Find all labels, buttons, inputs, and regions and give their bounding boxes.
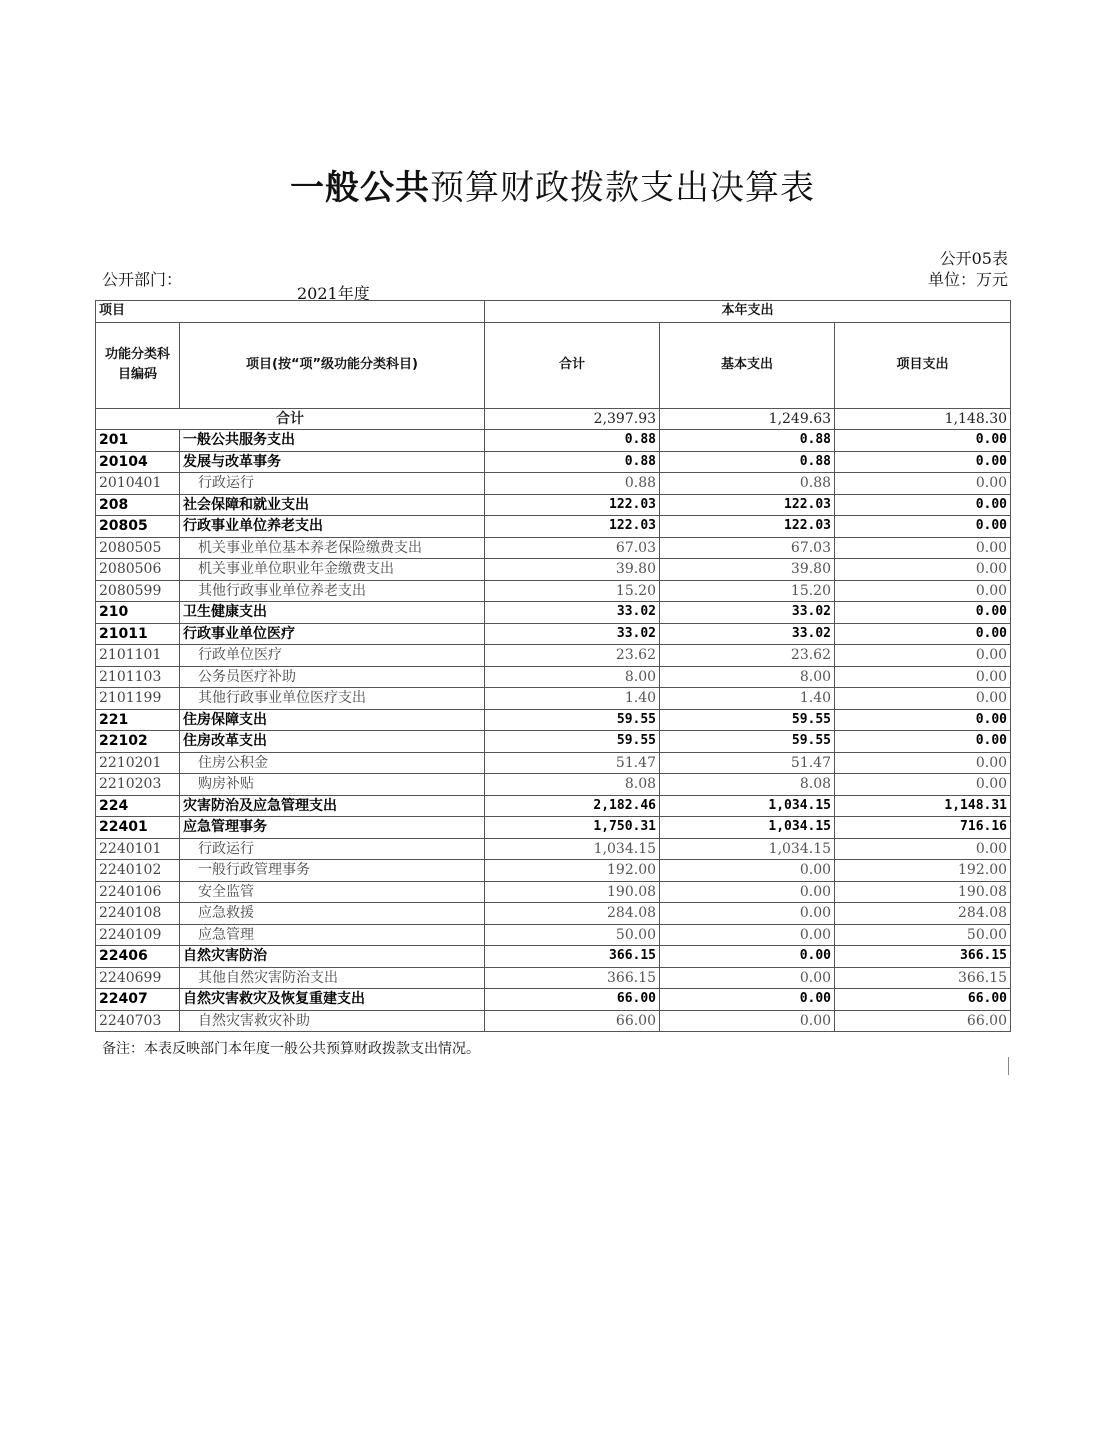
table-row bbox=[96, 967, 1011, 989]
expenditure-table bbox=[95, 300, 1011, 1032]
row-code: 22401 bbox=[96, 817, 180, 839]
row-basic: 0.00 bbox=[660, 989, 835, 1011]
row-basic: 8.00 bbox=[660, 666, 835, 688]
row-basic: 51.47 bbox=[660, 752, 835, 774]
row-code: 2080506 bbox=[96, 559, 180, 581]
row-basic: 23.62 bbox=[660, 645, 835, 667]
row-code: 2240703 bbox=[96, 1010, 180, 1032]
edge-mark bbox=[1008, 1057, 1009, 1075]
row-name: 发展与改革事务 bbox=[180, 451, 485, 473]
row-code: 2101103 bbox=[96, 666, 180, 688]
row-project: 0.00 bbox=[835, 430, 1011, 452]
footnote: 备注：本表反映部门本年度一般公共预算财政拨款支出情况。 bbox=[102, 1041, 480, 1057]
row-code: 2240102 bbox=[96, 860, 180, 882]
table-row bbox=[96, 946, 1011, 968]
row-basic: 0.00 bbox=[660, 860, 835, 882]
total-sum: 2,397.93 bbox=[485, 408, 660, 430]
title-bold-part: 一般公共 bbox=[290, 168, 430, 208]
row-name: 自然灾害救灾及恢复重建支出 bbox=[180, 989, 485, 1011]
row-code: 2240109 bbox=[96, 924, 180, 946]
row-project: 284.08 bbox=[835, 903, 1011, 925]
row-code: 2101199 bbox=[96, 688, 180, 710]
row-project: 0.00 bbox=[835, 709, 1011, 731]
total-project: 1,148.30 bbox=[835, 408, 1011, 430]
row-name: 其他自然灾害防治支出 bbox=[180, 967, 485, 989]
row-basic: 33.02 bbox=[660, 623, 835, 645]
row-name: 其他行政事业单位医疗支出 bbox=[180, 688, 485, 710]
row-total: 1,034.15 bbox=[485, 838, 660, 860]
row-basic: 0.88 bbox=[660, 473, 835, 495]
row-project: 0.00 bbox=[835, 688, 1011, 710]
row-total: 0.88 bbox=[485, 473, 660, 495]
row-basic: 59.55 bbox=[660, 731, 835, 753]
table-row bbox=[96, 903, 1011, 925]
row-name: 行政事业单位养老支出 bbox=[180, 516, 485, 538]
row-code: 2240699 bbox=[96, 967, 180, 989]
row-name: 公务员医疗补助 bbox=[180, 666, 485, 688]
header-item: 项目(按“项”级功能分类科目) bbox=[180, 322, 485, 408]
row-code: 2210201 bbox=[96, 752, 180, 774]
row-code: 2240108 bbox=[96, 903, 180, 925]
table-row bbox=[96, 795, 1011, 817]
row-total: 122.03 bbox=[485, 516, 660, 538]
header-current-year: 本年支出 bbox=[485, 301, 1011, 323]
form-number: 公开05表 bbox=[939, 249, 1008, 268]
row-code: 2101101 bbox=[96, 645, 180, 667]
row-project: 0.00 bbox=[835, 494, 1011, 516]
row-project: 0.00 bbox=[835, 645, 1011, 667]
row-code: 20104 bbox=[96, 451, 180, 473]
row-total: 190.08 bbox=[485, 881, 660, 903]
row-basic: 122.03 bbox=[660, 516, 835, 538]
table-row bbox=[96, 774, 1011, 796]
row-name: 自然灾害救灾补助 bbox=[180, 1010, 485, 1032]
row-basic: 39.80 bbox=[660, 559, 835, 581]
table-row bbox=[96, 881, 1011, 903]
table-row bbox=[96, 924, 1011, 946]
total-basic: 1,249.63 bbox=[660, 408, 835, 430]
table-row bbox=[96, 430, 1011, 452]
row-project: 0.00 bbox=[835, 602, 1011, 624]
row-project: 0.00 bbox=[835, 666, 1011, 688]
row-total: 33.02 bbox=[485, 602, 660, 624]
row-project: 0.00 bbox=[835, 473, 1011, 495]
row-total: 59.55 bbox=[485, 731, 660, 753]
row-code: 2010401 bbox=[96, 473, 180, 495]
row-total: 122.03 bbox=[485, 494, 660, 516]
row-basic: 0.00 bbox=[660, 946, 835, 968]
table-row bbox=[96, 559, 1011, 581]
table-row bbox=[96, 688, 1011, 710]
row-total: 66.00 bbox=[485, 989, 660, 1011]
table-row bbox=[96, 580, 1011, 602]
row-project: 0.00 bbox=[835, 451, 1011, 473]
row-name: 一般公共服务支出 bbox=[180, 430, 485, 452]
row-name: 机关事业单位职业年金缴费支出 bbox=[180, 559, 485, 581]
row-project: 716.16 bbox=[835, 817, 1011, 839]
row-basic: 0.00 bbox=[660, 903, 835, 925]
row-basic: 122.03 bbox=[660, 494, 835, 516]
row-project: 0.00 bbox=[835, 580, 1011, 602]
row-name: 安全监管 bbox=[180, 881, 485, 903]
table-row bbox=[96, 451, 1011, 473]
row-total: 0.88 bbox=[485, 430, 660, 452]
row-total: 59.55 bbox=[485, 709, 660, 731]
row-basic: 0.00 bbox=[660, 881, 835, 903]
row-total: 8.08 bbox=[485, 774, 660, 796]
row-code: 2240101 bbox=[96, 838, 180, 860]
row-code: 201 bbox=[96, 430, 180, 452]
row-name: 行政运行 bbox=[180, 838, 485, 860]
row-code: 210 bbox=[96, 602, 180, 624]
row-project: 0.00 bbox=[835, 559, 1011, 581]
row-name: 购房补贴 bbox=[180, 774, 485, 796]
row-basic: 0.00 bbox=[660, 924, 835, 946]
row-basic: 0.00 bbox=[660, 967, 835, 989]
row-project: 0.00 bbox=[835, 752, 1011, 774]
row-total: 8.00 bbox=[485, 666, 660, 688]
row-basic: 1,034.15 bbox=[660, 838, 835, 860]
header-project-expense: 项目支出 bbox=[835, 322, 1011, 408]
row-project: 50.00 bbox=[835, 924, 1011, 946]
row-name: 应急救援 bbox=[180, 903, 485, 925]
row-total: 366.15 bbox=[485, 967, 660, 989]
row-total: 366.15 bbox=[485, 946, 660, 968]
title-rest-part: 预算财政拨款支出决算表 bbox=[430, 168, 815, 208]
row-project: 190.08 bbox=[835, 881, 1011, 903]
row-project: 0.00 bbox=[835, 516, 1011, 538]
total-label: 合计 bbox=[96, 408, 485, 430]
row-total: 50.00 bbox=[485, 924, 660, 946]
row-total: 192.00 bbox=[485, 860, 660, 882]
row-project: 0.00 bbox=[835, 623, 1011, 645]
total-row bbox=[96, 408, 1011, 430]
row-code: 22102 bbox=[96, 731, 180, 753]
table-row bbox=[96, 516, 1011, 538]
row-code: 22406 bbox=[96, 946, 180, 968]
row-code: 2080599 bbox=[96, 580, 180, 602]
row-basic: 8.08 bbox=[660, 774, 835, 796]
row-code: 21011 bbox=[96, 623, 180, 645]
row-total: 1.40 bbox=[485, 688, 660, 710]
row-name: 应急管理事务 bbox=[180, 817, 485, 839]
row-total: 0.88 bbox=[485, 451, 660, 473]
row-project: 366.15 bbox=[835, 946, 1011, 968]
row-name: 行政单位医疗 bbox=[180, 645, 485, 667]
table-row bbox=[96, 473, 1011, 495]
row-project: 0.00 bbox=[835, 731, 1011, 753]
table-row bbox=[96, 817, 1011, 839]
row-total: 23.62 bbox=[485, 645, 660, 667]
row-name: 行政事业单位医疗 bbox=[180, 623, 485, 645]
table-row bbox=[96, 731, 1011, 753]
row-total: 15.20 bbox=[485, 580, 660, 602]
table-row bbox=[96, 752, 1011, 774]
row-basic: 1,034.15 bbox=[660, 795, 835, 817]
header-total: 合计 bbox=[485, 322, 660, 408]
row-project: 0.00 bbox=[835, 537, 1011, 559]
row-total: 33.02 bbox=[485, 623, 660, 645]
row-total: 284.08 bbox=[485, 903, 660, 925]
table-row bbox=[96, 623, 1011, 645]
row-basic: 0.88 bbox=[660, 430, 835, 452]
row-project: 0.00 bbox=[835, 774, 1011, 796]
row-basic: 0.88 bbox=[660, 451, 835, 473]
row-total: 1,750.31 bbox=[485, 817, 660, 839]
header-project: 项目 bbox=[96, 301, 485, 323]
unit-label: 单位：万元 bbox=[927, 270, 1008, 289]
row-basic: 59.55 bbox=[660, 709, 835, 731]
row-name: 一般行政管理事务 bbox=[180, 860, 485, 882]
row-code: 22407 bbox=[96, 989, 180, 1011]
fiscal-year: 2021年度 bbox=[297, 284, 370, 303]
header-code: 功能分类科目编码 bbox=[96, 322, 180, 408]
row-total: 67.03 bbox=[485, 537, 660, 559]
table-row bbox=[96, 645, 1011, 667]
row-name: 社会保障和就业支出 bbox=[180, 494, 485, 516]
row-total: 51.47 bbox=[485, 752, 660, 774]
row-project: 1,148.31 bbox=[835, 795, 1011, 817]
row-project: 366.15 bbox=[835, 967, 1011, 989]
table-row bbox=[96, 709, 1011, 731]
header-basic: 基本支出 bbox=[660, 322, 835, 408]
table-row bbox=[96, 838, 1011, 860]
row-name: 卫生健康支出 bbox=[180, 602, 485, 624]
row-basic: 1.40 bbox=[660, 688, 835, 710]
row-code: 2080505 bbox=[96, 537, 180, 559]
table-row bbox=[96, 537, 1011, 559]
row-project: 66.00 bbox=[835, 1010, 1011, 1032]
row-name: 住房改革支出 bbox=[180, 731, 485, 753]
row-code: 224 bbox=[96, 795, 180, 817]
row-project: 66.00 bbox=[835, 989, 1011, 1011]
row-basic: 33.02 bbox=[660, 602, 835, 624]
table-row bbox=[96, 666, 1011, 688]
row-project: 0.00 bbox=[835, 838, 1011, 860]
row-name: 机关事业单位基本养老保险缴费支出 bbox=[180, 537, 485, 559]
row-name: 住房公积金 bbox=[180, 752, 485, 774]
row-name: 住房保障支出 bbox=[180, 709, 485, 731]
row-basic: 1,034.15 bbox=[660, 817, 835, 839]
row-project: 192.00 bbox=[835, 860, 1011, 882]
row-code: 20805 bbox=[96, 516, 180, 538]
row-total: 2,182.46 bbox=[485, 795, 660, 817]
row-name: 行政运行 bbox=[180, 473, 485, 495]
table-row bbox=[96, 1010, 1011, 1032]
row-basic: 15.20 bbox=[660, 580, 835, 602]
page-title bbox=[0, 160, 1105, 209]
table-row bbox=[96, 602, 1011, 624]
row-basic: 0.00 bbox=[660, 1010, 835, 1032]
row-total: 39.80 bbox=[485, 559, 660, 581]
row-name: 其他行政事业单位养老支出 bbox=[180, 580, 485, 602]
row-name: 自然灾害防治 bbox=[180, 946, 485, 968]
row-code: 2240106 bbox=[96, 881, 180, 903]
row-code: 208 bbox=[96, 494, 180, 516]
row-total: 66.00 bbox=[485, 1010, 660, 1032]
row-basic: 67.03 bbox=[660, 537, 835, 559]
row-name: 应急管理 bbox=[180, 924, 485, 946]
table-row bbox=[96, 860, 1011, 882]
table-row bbox=[96, 989, 1011, 1011]
department-label: 公开部门： bbox=[102, 270, 183, 289]
row-name: 灾害防治及应急管理支出 bbox=[180, 795, 485, 817]
table-row bbox=[96, 494, 1011, 516]
row-code: 2210203 bbox=[96, 774, 180, 796]
row-code: 221 bbox=[96, 709, 180, 731]
